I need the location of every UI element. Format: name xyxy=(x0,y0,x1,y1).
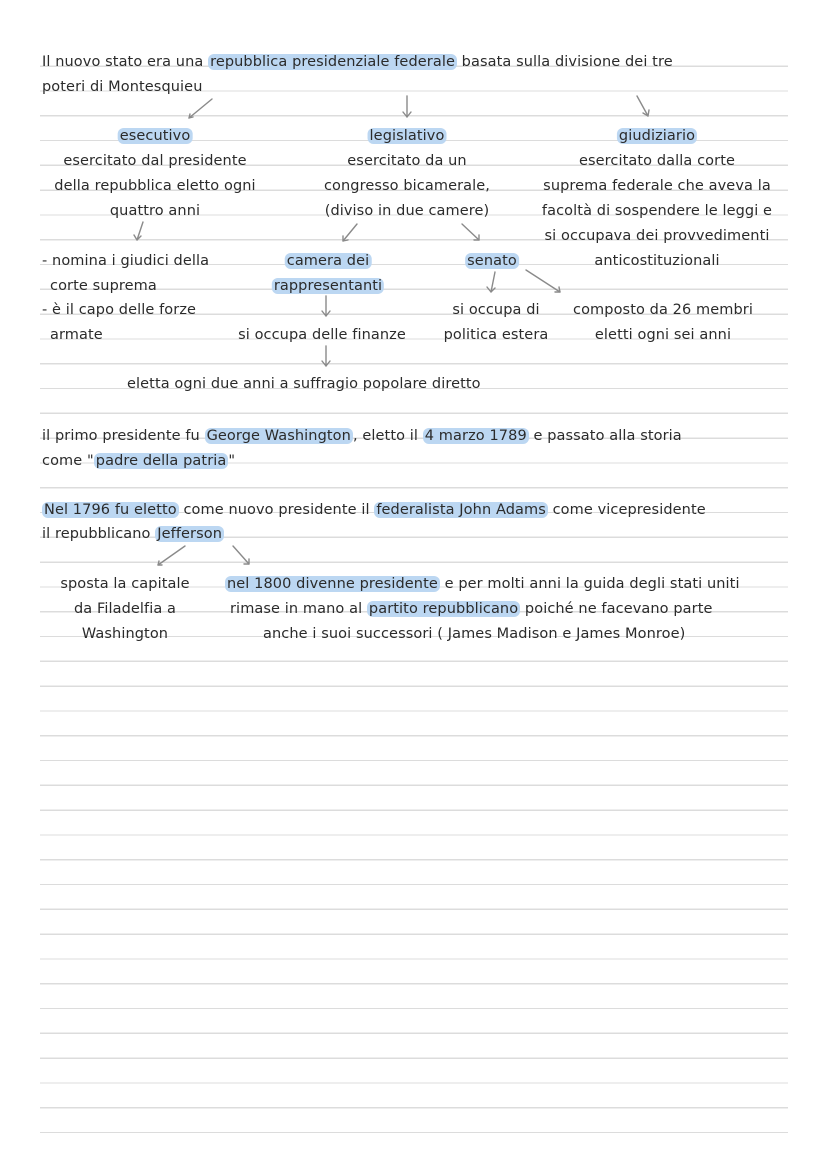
senato-duty: politica estera xyxy=(443,327,549,343)
giudiziario-line: si occupava dei provvedimenti xyxy=(544,228,770,244)
jefferson-line-2: rimase in mano al partito repubblicano poiché ne facevano parte xyxy=(230,601,713,617)
highlight-partito: partito repubblicano xyxy=(368,601,519,617)
camera-election: eletta ogni due anni a suffragio popolare diretto xyxy=(127,376,481,392)
senato-composition: eletti ogni sei anni xyxy=(594,327,732,343)
giudiziario-title: giudiziario xyxy=(618,128,696,144)
arrow-senato-duty-icon xyxy=(487,272,495,292)
capital-note: da Filadelfia a xyxy=(73,601,177,617)
legislativo-line: (diviso in due camere) xyxy=(324,203,490,219)
highlight-jefferson: Jefferson xyxy=(157,526,223,542)
highlight-john-adams: federalista John Adams xyxy=(376,502,546,518)
esecutivo-line: quattro anni xyxy=(109,203,201,219)
esecutivo-duty: armate xyxy=(50,327,103,343)
highlight-repubblica: repubblica presidenziale federale xyxy=(210,54,455,70)
legislativo-line: congresso bicamerale, xyxy=(323,178,491,194)
giudiziario-line: suprema federale che aveva la xyxy=(543,178,771,194)
giudiziario-line: facoltà di sospendere le leggi e xyxy=(541,203,773,219)
senato-composition: composto da 26 membri xyxy=(573,302,753,318)
jefferson-line-3: anche i suoi successori ( James Madison e James Monroe) xyxy=(263,626,686,642)
capital-note: Washington xyxy=(81,626,169,642)
esecutivo-duty: - nomina i giudici della xyxy=(42,253,210,269)
esecutivo-title: esecutivo xyxy=(119,128,191,144)
highlight-1800: nel 1800 divenne presidente xyxy=(227,576,438,592)
senato-duty: si occupa di xyxy=(452,302,540,318)
camera-duty: si occupa delle finanze xyxy=(238,327,406,343)
camera-title: rappresentanti xyxy=(273,278,383,294)
esecutivo-line: esercitato dal presidente xyxy=(63,153,247,169)
arrow-to-esecutivo-duties-icon xyxy=(134,222,143,240)
adams-line-1: Nel 1796 fu eletto come nuovo presidente il federalista John Adams come vicepresidente xyxy=(44,502,706,518)
legislativo-title: legislativo xyxy=(369,128,445,144)
arrow-to-esecutivo-icon xyxy=(189,99,212,118)
highlight-padre-patria: padre della patria xyxy=(95,453,227,469)
highlight-1796: Nel 1796 fu eletto xyxy=(44,502,177,518)
arrow-to-capital-icon xyxy=(158,546,185,565)
arrow-camera-duty-icon xyxy=(322,296,330,316)
giudiziario-line: anticostituzionali xyxy=(594,253,720,269)
arrow-to-legislativo-icon xyxy=(403,96,411,117)
capital-note: sposta la capitale xyxy=(60,576,190,592)
jefferson-line-1: nel 1800 divenne presidente e per molti anni la guida degli stati uniti xyxy=(227,576,740,592)
highlight-washington: George Washington xyxy=(206,428,351,444)
intro-line-1: Il nuovo stato era una repubblica presidenziale federale basata sulla divisione dei tre xyxy=(42,54,673,70)
arrow-senato-composition-icon xyxy=(526,270,560,292)
arrow-to-presidency-icon xyxy=(233,546,249,564)
legislativo-line: esercitato da un xyxy=(347,153,467,169)
esecutivo-duty: corte suprema xyxy=(50,278,157,294)
arrow-to-senato-icon xyxy=(462,224,479,240)
arrow-camera-election-icon xyxy=(322,346,330,366)
senato-title: senato xyxy=(467,253,517,269)
highlight-date: 4 marzo 1789 xyxy=(424,428,527,444)
esecutivo-duty: - è il capo delle forze xyxy=(42,302,197,318)
esecutivo-line: della repubblica eletto ogni xyxy=(54,178,256,194)
arrow-to-giudiziario-icon xyxy=(637,96,649,116)
washington-line-2: come " padre della patria " xyxy=(42,453,236,469)
camera-title: camera dei xyxy=(286,253,370,269)
adams-line-2: il repubblicano Jefferson xyxy=(42,526,223,542)
washington-line-1: il primo presidente fu George Washington , eletto il 4 marzo 1789 e passato alla storia xyxy=(42,428,682,444)
giudiziario-line: esercitato dalla corte xyxy=(578,153,736,169)
arrow-to-camera-icon xyxy=(343,224,357,241)
intro-line-2: poteri di Montesquieu xyxy=(42,79,203,95)
